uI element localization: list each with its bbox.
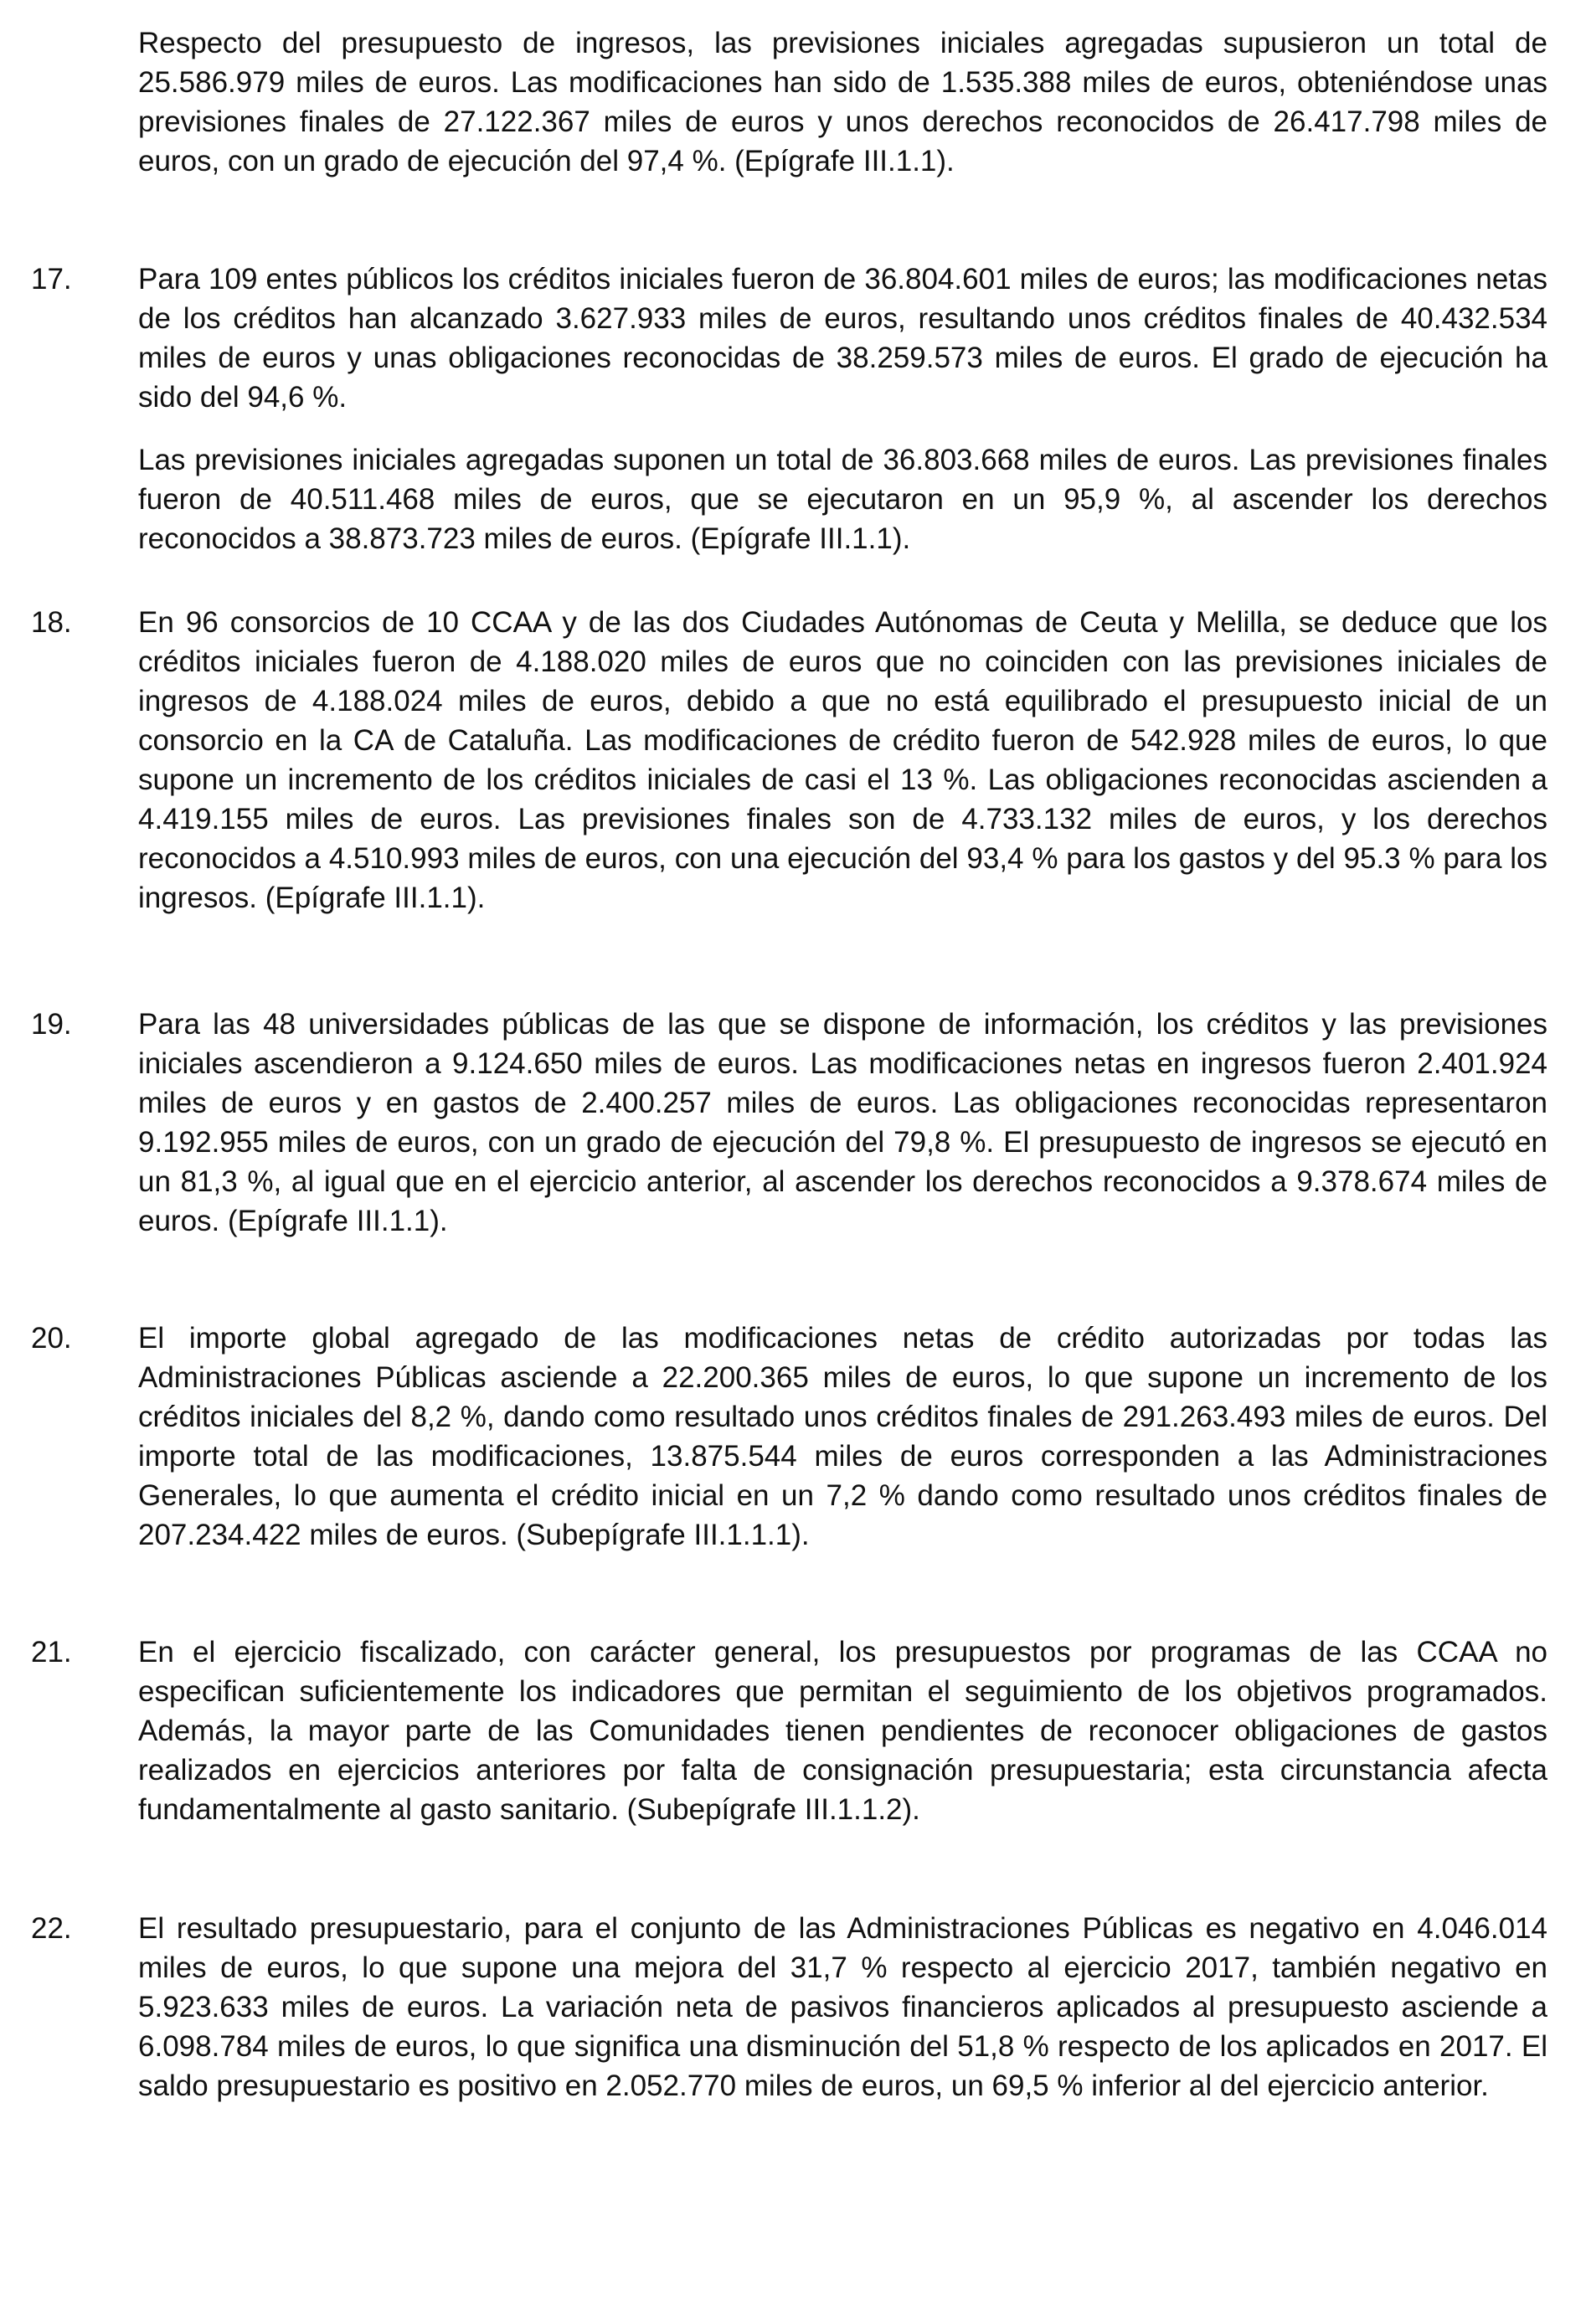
item-number: 20. xyxy=(31,1322,72,1355)
item-21-paragraph: En el ejercicio fiscalizado, con carácter general, los presupuestos por programas de las CCAA no especifican suficientemente los indicadores que permitan el seguimiento de los objetivos programados. Además, la mayor parte de las Comunidades tienen pendientes de reconocer obligaciones de gastos realizados en ejercicios anteriores por falta de consignación presupuestaria; esta circunstancia afecta fundamentalmente al gasto sanitario. (Subepígrafe III.1.1.2). xyxy=(138,1636,1547,1826)
item-18 xyxy=(31,603,1547,918)
item-20-paragraph: El importe global agregado de las modificaciones netas de crédito autorizadas por todas las Administraciones Públicas asciende a 22.200.365 miles de euros, lo que supone un incremento de los créditos iniciales del 8,2 %, dando como resultado unos créditos finales de 291.263.493 miles de euros. Del importe total de las modificaciones, 13.875.544 miles de euros corresponden a las Administraciones Generales, lo que aumenta el crédito inicial en un 7,2 % dando como resultado unos créditos finales de 207.234.422 miles de euros. (Subepígrafe III.1.1.1). xyxy=(138,1322,1547,1551)
item-21 xyxy=(31,1632,1547,1829)
item-number: 21. xyxy=(31,1636,72,1668)
item-20 xyxy=(31,1319,1547,1555)
item-number: 19. xyxy=(31,1008,72,1041)
item-22 xyxy=(31,1909,1547,2105)
item-19 xyxy=(31,1005,1547,1241)
item-number: 17. xyxy=(31,263,72,296)
item-17-paragraph-2: Las previsiones iniciales agregadas suponen un total de 36.803.668 miles de euros. Las previsiones finales fueron de 40.511.468 miles de euros, que se ejecutaron en un 95,9 %, al ascender los derechos reconocidos a 38.873.723 miles de euros. (Epígrafe III.1.1). xyxy=(138,444,1547,555)
item-number: 18. xyxy=(31,606,72,639)
item-22-paragraph: El resultado presupuestario, para el conjunto de las Administraciones Públicas es negativo en 4.046.014 miles de euros, lo que supone una mejora del 31,7 % respecto al ejercicio 2017, también negativo en 5.923.633 miles de euros. La variación neta de pasivos financieros aplicados al presupuesto asciende a 6.098.784 miles de euros, lo que significa una disminución del 51,8 % respecto de los aplicados en 2017. El saldo presupuestario es positivo en 2.052.770 miles de euros, un 69,5 % inferior al del ejercicio anterior. xyxy=(138,1912,1547,2102)
item-17-paragraph-1: Para 109 entes públicos los créditos iniciales fueron de 36.804.601 miles de euros; las modificaciones netas de los créditos han alcanzado 3.627.933 miles de euros, resultando unos créditos finales de 40.432.534 miles de euros y unas obligaciones reconocidas de 38.259.573 miles de euros. El grado de ejecución ha sido del 94,6 %. xyxy=(138,263,1547,414)
intro-paragraph: Respecto del presupuesto de ingresos, las previsiones iniciales agregadas supusieron un total de 25.586.979 miles de euros. Las modificaciones han sido de 1.535.388 miles de euros, obteniéndose unas previsiones finales de 27.122.367 miles de euros y unos derechos reconocidos de 26.417.798 miles de euros, con un grado de ejecución del 97,4 %. (Epígrafe III.1.1). xyxy=(138,27,1547,177)
intro-block xyxy=(138,23,1547,181)
item-number: 22. xyxy=(31,1912,72,1945)
item-18-paragraph: En 96 consorcios de 10 CCAA y de las dos Ciudades Autónomas de Ceuta y Melilla, se deduce que los créditos iniciales fueron de 4.188.020 miles de euros que no coinciden con las previsiones iniciales de ingresos de 4.188.024 miles de euros, debido a que no está equilibrado el presupuesto inicial de un consorcio en la CA de Cataluña. Las modificaciones de crédito fueron de 542.928 miles de euros, lo que supone un incremento de los créditos iniciales de casi el 13 %. Las obligaciones reconocidas ascienden a 4.419.155 miles de euros. Las previsiones finales son de 4.733.132 miles de euros, y los derechos reconocidos a 4.510.993 miles de euros, con una ejecución del 93,4 % para los gastos y del 95.3 % para los ingresos. (Epígrafe III.1.1). xyxy=(138,606,1547,914)
item-17 xyxy=(31,260,1547,558)
item-19-paragraph: Para las 48 universidades públicas de las que se dispone de información, los créditos y las previsiones iniciales ascendieron a 9.124.650 miles de euros. Las modificaciones netas en ingresos fueron 2.401.924 miles de euros y en gastos de 2.400.257 miles de euros. Las obligaciones reconocidas representaron 9.192.955 miles de euros, con un grado de ejecución del 79,8 %. El presupuesto de ingresos se ejecutó en un 81,3 %, al igual que en el ejercicio anterior, al ascender los derechos reconocidos a 9.378.674 miles de euros. (Epígrafe III.1.1). xyxy=(138,1008,1547,1237)
